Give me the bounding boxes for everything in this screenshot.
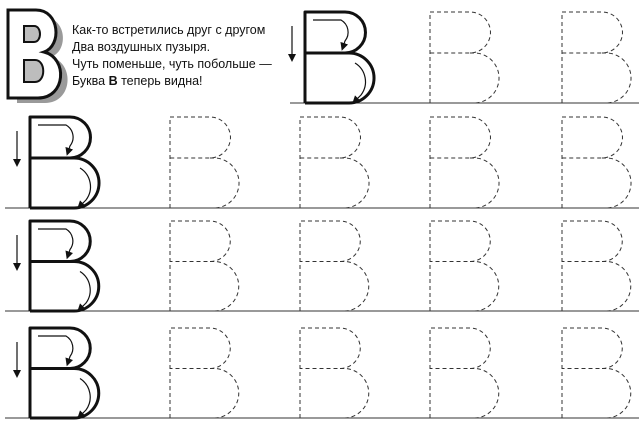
- big-letter-logo: [8, 10, 68, 103]
- poem-line-2: Два воздушных пузыря.: [72, 40, 211, 54]
- trace-letter: [562, 117, 631, 208]
- trace-letter: [562, 221, 631, 311]
- trace-letter: [170, 328, 239, 418]
- curve-arrow-icon: [38, 336, 73, 363]
- trace-letter: [430, 221, 499, 311]
- trace-letter: [170, 117, 239, 208]
- poem-line-3: Чуть поменьше, чуть побольше —: [72, 57, 272, 71]
- trace-letter: [430, 117, 499, 208]
- poem: [72, 22, 272, 90]
- trace-letter: [300, 221, 369, 311]
- trace-letter: [562, 12, 631, 103]
- poem-line-4: [72, 73, 272, 90]
- curve-arrow-icon: [38, 125, 73, 152]
- trace-letter: [170, 221, 239, 311]
- curve-arrow-icon: [313, 20, 348, 47]
- poem-line-1: Как-то встретились друг с другом: [72, 23, 266, 37]
- trace-letter: [430, 328, 499, 418]
- trace-letter: [300, 117, 369, 208]
- curve-arrow-icon: [355, 63, 365, 101]
- curve-arrow-icon: [80, 168, 90, 206]
- poem-highlight-letter: В: [108, 74, 118, 88]
- trace-letter: [300, 328, 369, 418]
- trace-letter: [430, 12, 499, 103]
- curve-arrow-icon: [80, 379, 90, 417]
- curve-arrow-icon: [38, 229, 73, 256]
- poem-line-4-start: Буква: [72, 74, 109, 88]
- trace-letter: [562, 328, 631, 418]
- curve-arrow-icon: [80, 272, 90, 310]
- poem-line-4-end: теперь видна!: [117, 74, 203, 88]
